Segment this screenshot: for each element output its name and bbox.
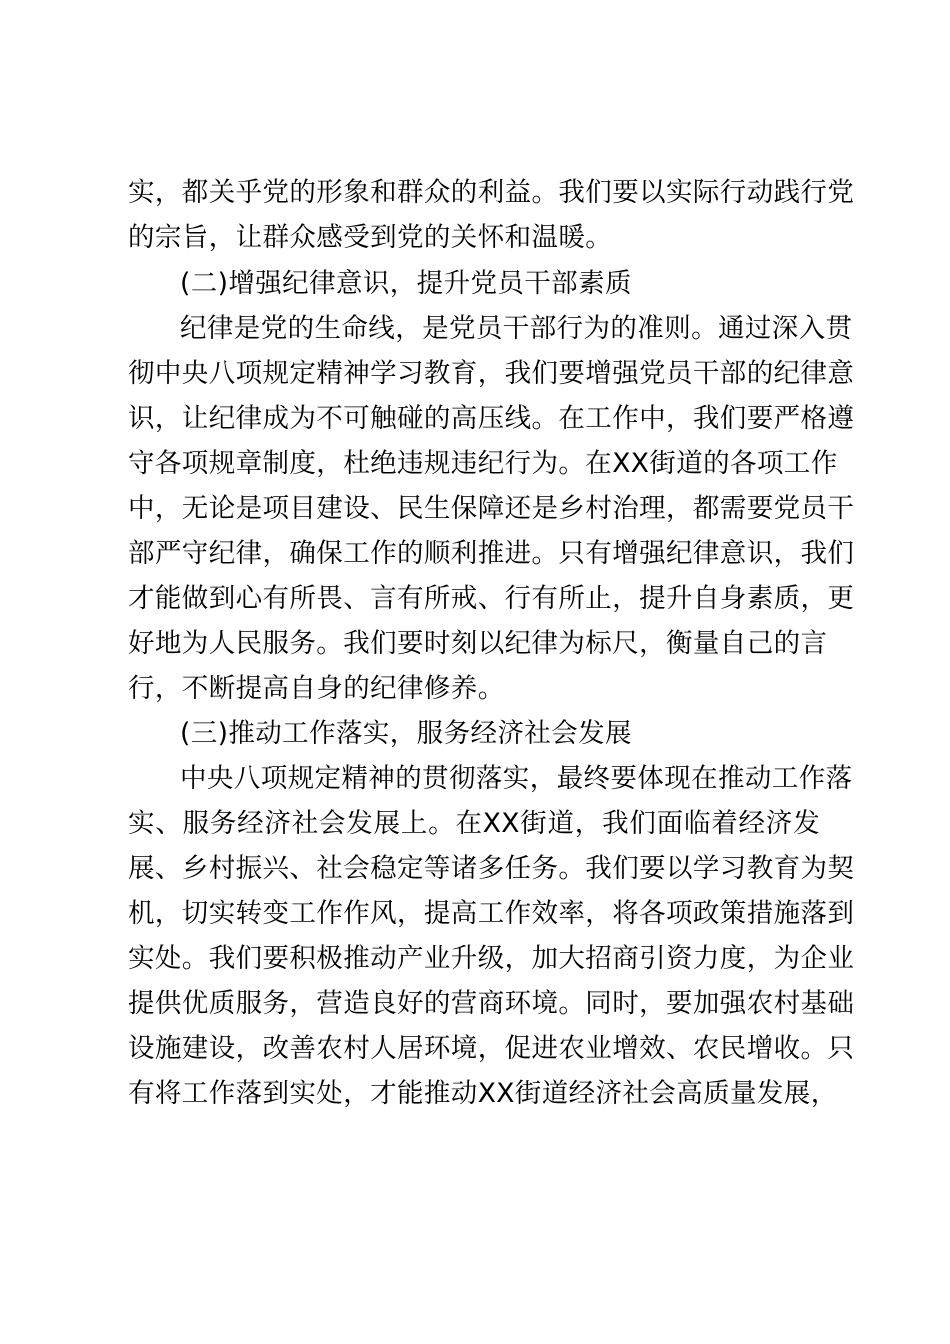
paragraph-line: 有将工作落到实处，才能推动XX街道经济社会高质量发展，: [128, 1078, 838, 1109]
section-heading: (三)推动工作落实，服务经济社会发展: [180, 718, 632, 749]
paragraph-line: 设施建设，改善农村人居环境，促进农业增效、农民增收。只: [128, 1033, 855, 1064]
paragraph-line: 中央八项规定精神的贯彻落实，最终要体现在推动工作落: [180, 763, 853, 794]
paragraph-line: 实、服务经济社会发展上。在XX街道，我们面临着经济发: [128, 808, 820, 839]
paragraph-line: 展、乡村振兴、社会稳定等诸多任务。我们要以学习教育为契: [128, 853, 855, 884]
paragraph-line: 机，切实转变工作作风，提高工作效率，将各项政策措施落到: [128, 898, 855, 929]
paragraph-line: 才能做到心有所畏、言有所戒、行有所止，提升自身素质，更: [128, 583, 855, 614]
paragraph-line: 实处。我们要积极推动产业升级，加大招商引资力度，为企业: [128, 943, 855, 974]
paragraph-line: 行，不断提高自身的纪律修养。: [128, 673, 505, 704]
paragraph-line: 守各项规章制度，杜绝违规违纪行为。在XX街道的各项工作: [128, 448, 838, 479]
paragraph-line: 实，都关乎党的形象和群众的利益。我们要以实际行动践行党: [128, 177, 855, 208]
paragraph-line: 纪律是党的生命线，是党员干部行为的准则。通过深入贯: [180, 313, 853, 344]
paragraph-line: 识，让纪律成为不可触碰的高压线。在工作中，我们要严格遵: [128, 403, 855, 434]
paragraph-line: 部严守纪律，确保工作的顺利推进。只有增强纪律意识，我们: [128, 538, 855, 569]
paragraph-line: 中，无论是项目建设、民生保障还是乡村治理，都需要党员干: [128, 493, 855, 524]
paragraph-line: 的宗旨，让群众感受到党的关怀和温暖。: [128, 222, 613, 253]
paragraph-line: 好地为人民服务。我们要时刻以纪律为标尺，衡量自己的言: [128, 628, 828, 659]
paragraph-line: 彻中央八项规定精神学习教育，我们要增强党员干部的纪律意: [128, 358, 855, 389]
paragraph-line: 提供优质服务，营造良好的营商环境。同时，要加强农村基础: [128, 988, 855, 1019]
section-heading: (二)增强纪律意识，提升党员干部素质: [180, 268, 632, 299]
